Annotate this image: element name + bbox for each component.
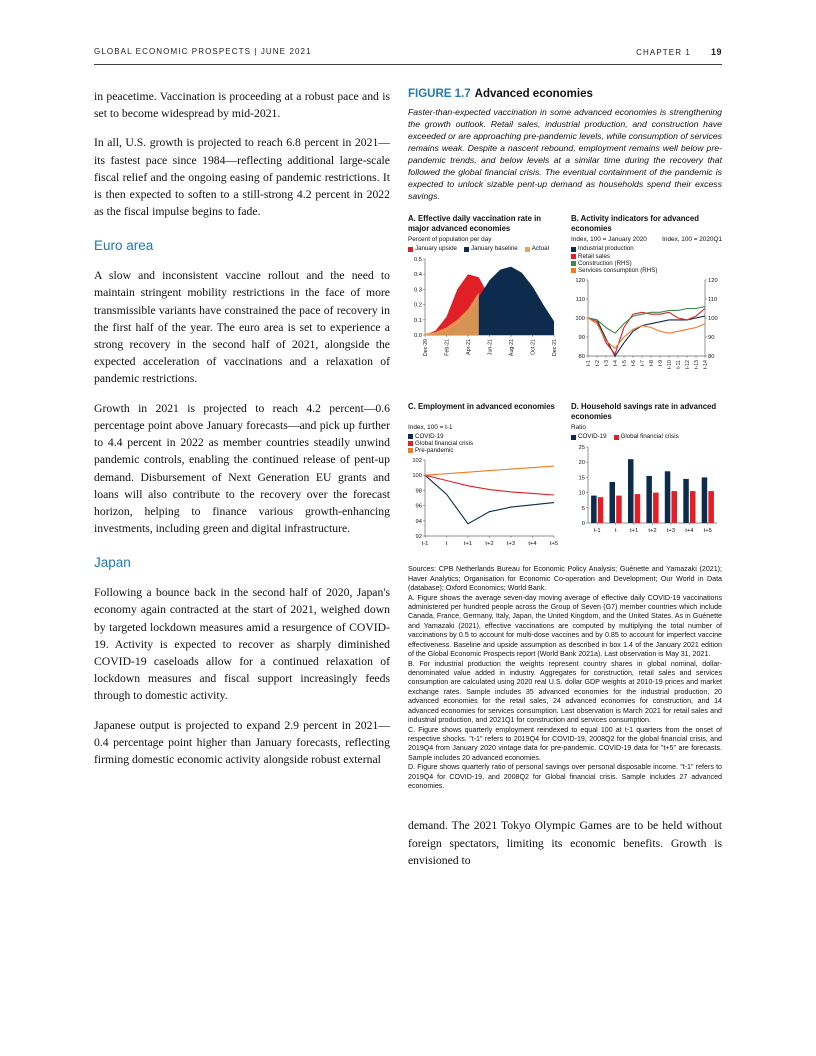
header-divider [94,64,722,65]
svg-text:0.4: 0.4 [413,271,422,278]
svg-text:t-13: t-13 [694,359,700,370]
svg-text:100: 100 [708,315,718,322]
svg-text:Feb-21: Feb-21 [444,338,451,356]
body-paragraph: Following a bounce back in the second half of 2020, Japan's economy again contracted at the start of 2021, weighed down by targeted lockdown measures amid a resurgence of COVID-19. Activity is expected to recover as sharply diminished COVID-19 caseloads allow for a continued relaxation of lockdown measures and fiscal support increasingly feeds through to domestic activity. [94,586,390,703]
legend-swatch-icon [408,441,413,446]
svg-text:t-6: t-6 [631,359,637,367]
axis-unit-labels [571,424,722,432]
svg-text:90: 90 [708,334,715,341]
body-paragraph: demand. The 2021 Tokyo Olympic Games are to be held without foreign spectators, limiting its economic benefits. Growth is envisioned to [408,819,722,867]
legend-item: January upside [408,245,457,252]
legend-item: Retail sales [571,253,722,260]
y-axis-label: Ratio [571,424,586,432]
svg-text:90: 90 [578,334,585,341]
svg-text:t: t [445,541,448,548]
svg-text:t+1: t+1 [463,541,473,548]
svg-text:t+2: t+2 [485,541,494,548]
figure-name: Advanced economies [474,88,593,100]
chart-area-a [408,236,559,364]
y-axis-label: Index, 100 = t-1 [408,423,453,431]
svg-text:100: 100 [575,315,585,322]
chart-legend [408,433,559,454]
svg-text:0.1: 0.1 [413,317,422,324]
legend-item: Pre-pandemic [408,447,559,454]
body-paragraph: Japanese output is projected to expand 2.9 percent in 2021—0.4 percentage point higher than January forecasts, reflecting firming domestic economic activity alongside robust external [94,718,390,766]
page-header [94,47,722,57]
svg-text:t-4: t-4 [613,359,619,367]
svg-text:t+5: t+5 [703,527,712,534]
svg-text:110: 110 [708,296,718,303]
svg-text:0.0: 0.0 [413,332,422,339]
svg-text:94: 94 [415,519,422,526]
svg-text:t-1: t-1 [421,541,429,548]
legend-swatch-icon [525,247,530,252]
y-axis-label: Index, 100 = January 2020 [571,236,647,244]
svg-text:t: t [614,527,617,534]
svg-text:t+5: t+5 [549,541,559,548]
section-heading-euro-area: Euro area [94,238,154,254]
section-heading-japan: Japan [94,555,131,571]
legend-swatch-icon [571,268,576,273]
chart-svg [571,276,722,381]
svg-text:t-8: t-8 [649,359,655,367]
svg-text:t-7: t-7 [640,359,646,367]
svg-text:100: 100 [412,473,422,480]
figure-title [408,88,722,100]
legend-item: Global financial crisis [614,433,679,440]
svg-text:t-5: t-5 [622,359,628,367]
svg-text:t-14: t-14 [703,359,709,370]
legend-item: Actual [525,245,549,252]
chart-title: D. Household savings rate in advanced economies [571,401,717,421]
chart-area-c [408,424,559,553]
chart-area-d [571,424,722,539]
chart-svg [408,255,559,360]
svg-text:80: 80 [708,353,715,360]
svg-text:t-3: t-3 [604,359,610,367]
charts-grid [408,214,722,553]
legend-swatch-icon [408,448,413,453]
svg-text:10: 10 [578,490,585,497]
chart-title: C. Employment in advanced economies [408,401,555,411]
svg-text:120: 120 [575,277,585,284]
legend-item: Industrial production [571,245,722,252]
chart-svg [571,443,722,535]
svg-text:t-12: t-12 [685,359,691,370]
two-column-body [94,88,722,881]
svg-text:t+2: t+2 [648,527,657,534]
figure-caption: Faster-than-expected vaccination in some advanced economies is strengthening the growth outlook. Retail sales, industrial production, and construction have exceeded or are approaching pre-pandemic levels, while consumption of services remains weak. Despite a nascent rebound, employment remains well below pre-pandemic trends, and below levels at a similar time during the recovery that followed the global financial crisis. The eventual containment of the pandemic is expected to unlock sizable pent-up demand as households spend their excess savings. [408,107,722,201]
svg-text:Aug-21: Aug-21 [509,338,515,356]
svg-text:t+3: t+3 [506,541,516,548]
svg-text:t-9: t-9 [658,359,664,367]
svg-text:15: 15 [578,474,585,481]
chart-legend [408,245,559,252]
note-panel-c: C. Figure shows quarterly employment reindexed to equal 100 at t-1 quarters from the onset of respective shocks. "t-1" refers to 2019Q4 for COVID-19, 2008Q2 for the global financial crisis, and 2019Q4 from January 2020 vintage data for pre-pandemic. COVID-19 data for "t+5" are forecasts. Sample includes 20 advanced economies. [408,725,722,762]
svg-text:120: 120 [708,277,718,284]
legend-swatch-icon [408,434,413,439]
figure-column [408,88,722,881]
note-panel-d: D. Figure shows quarterly ratio of personal savings over personal disposable income. "t-1" refers to 2019Q4 for COVID-19, and 2008Q2 for Global financial crisis. Sample includes 27 advanced economies. [408,763,722,791]
svg-text:0.2: 0.2 [413,302,422,309]
svg-text:Apr-21: Apr-21 [466,338,472,355]
chart-panel-d [571,402,722,553]
body-paragraph: Growth in 2021 is projected to reach 4.2 percent—0.6 percentage point above January forecasts—and pick up further to 4.4 percent in 2022 as member countries steadily unwind pandemic controls, enabling the continued release of pent-up demand. Disbursement of Next Generation EU grants and loans will also contribute to the recovery over the forecast horizon, helping to finance various growth-enhancing investments, including green and digital infrastructure. [94,401,390,536]
note-panel-a: A. Figure shows the average seven-day moving average of effective daily COVID-19 vaccinations administered per hundred people across the Group of Seven (G7) member countries which include Canada, France, Germany, Italy, Japan, the United Kingdom, and the United States. As in Guénette and Yamazaki (2021), effective vaccinations are computed by multiplying the total number of vaccinations by 0.5 to account for multi-dose vaccines and by 0.85 to account for imperfect vaccine effectiveness. Baseline and upside assumption as described in box 1.4 of the January 2021 edition of the Global Economic Prospects report (World Bank 2021a). Last observation is May 31, 2021. [408,593,722,659]
svg-text:t+4: t+4 [685,527,694,534]
svg-text:t+4: t+4 [528,541,537,548]
legend-item: Global financial crisis [408,440,559,447]
svg-text:t-2: t-2 [595,359,601,367]
body-paragraph: In all, U.S. growth is projected to reach 6.8 percent in 2021—its fastest pace since 1984—reflecting additional large-scale fiscal relief and the ongoing easing of pandemic restrictions. It is then expected to soften to a still-strong 4.2 percent in 2022 as the fiscal impulse begins to fade. [94,136,390,219]
legend-swatch-icon [571,254,576,259]
legend-item: COVID-19 [571,433,607,440]
legend-swatch-icon [614,435,619,440]
svg-text:80: 80 [578,353,585,360]
legend-item: Services consumption (RHS) [571,267,722,274]
svg-text:0: 0 [581,520,585,527]
svg-text:20: 20 [578,459,585,466]
axis-unit-labels [408,424,559,432]
chart-panel-c [408,402,559,553]
svg-text:Oct-21: Oct-21 [530,338,537,355]
svg-text:96: 96 [415,503,422,510]
chart-legend [571,433,722,440]
svg-text:5: 5 [581,505,585,512]
legend-item: COVID-19 [408,433,559,440]
svg-text:102: 102 [412,458,422,465]
running-title: GLOBAL ECONOMIC PROSPECTS | JUNE 2021 [94,47,312,56]
left-text-column [94,88,390,881]
legend-item: January baseline [464,245,518,252]
legend-item: Construction (RHS) [571,260,722,267]
chart-panel-a [408,214,559,386]
svg-text:0.5: 0.5 [413,256,422,263]
sources-note: Sources: CPB Netherlands Bureau for Economic Policy Analysis; Guénette and Yamazaki (2021); Haver Analytics; Organisation for Economic Co-operation and Development; Our World in Data (database); Oxford Economics; World Bank. [408,565,722,593]
svg-text:t+1: t+1 [629,527,639,534]
note-panel-b: B. For industrial production the weights represent country shares in global nominal, dollar-denominated value added in industry. Aggregates for construction, retail sales and services consumption are calculated using 2020 real U.S. dollar GDP weights at 2010-19 prices and market exchange rates. Sample includes 35 advanced economies for the industrial production, 20 advanced economies for the retail sales, 24 advanced economies for construction, and 14 advanced economies for services consumption. Last observation is March 2021 for retail sales and industrial production, and 2021Q1 for construction and services consumption. [408,659,722,725]
legend-swatch-icon [571,261,576,266]
svg-text:Jun-21: Jun-21 [487,338,494,355]
svg-text:t-11: t-11 [676,359,682,369]
legend-swatch-icon [408,247,413,252]
chart-title: A. Effective daily vaccination rate in major advanced economies [408,214,542,233]
y-axis-label: Percent of population per day [408,236,492,244]
chart-area-b [571,236,722,386]
svg-text:t-1: t-1 [586,359,592,367]
chart-svg [408,456,559,548]
body-paragraph: in peacetime. Vaccination is proceeding at a robust pace and is set to become widespread by mid-2021. [94,90,390,121]
figure-notes [408,565,722,791]
chart-title: B. Activity indicators for advanced economies [571,214,699,233]
svg-text:98: 98 [415,488,422,495]
chapter-label: CHAPTER 1 [636,48,691,57]
svg-text:0.3: 0.3 [413,286,422,293]
svg-text:25: 25 [578,444,585,451]
legend-swatch-icon [571,247,576,252]
svg-text:t+3: t+3 [666,527,676,534]
svg-text:92: 92 [415,534,422,541]
chart-panel-b [571,214,722,386]
legend-swatch-icon [571,435,576,440]
legend-swatch-icon [464,247,469,252]
axis-unit-labels [571,236,722,244]
svg-text:Dec-21: Dec-21 [552,338,558,356]
svg-text:110: 110 [575,296,585,303]
axis-unit-labels [408,236,559,244]
svg-text:t-10: t-10 [667,359,673,370]
svg-text:t-1: t-1 [593,527,601,534]
y-axis-label-right: Index, 100 = 2020Q1 [662,236,722,244]
page-number: 19 [710,47,722,57]
figure-label: FIGURE 1.7 [408,88,471,100]
svg-text:Dec-20: Dec-20 [423,338,429,356]
header-right [636,47,722,57]
body-paragraph: A slow and inconsistent vaccine rollout and the need to maintain stringent mobility restrictions in the face of more transmissible variants have constrained the pace of recovery in the first half of the year. The euro area is set to experience a strong recovery in the second half of 2021, alongside the expected acceleration of vaccinations and a relaxation of pandemic restrictions. [94,269,390,386]
chart-legend [571,245,722,274]
